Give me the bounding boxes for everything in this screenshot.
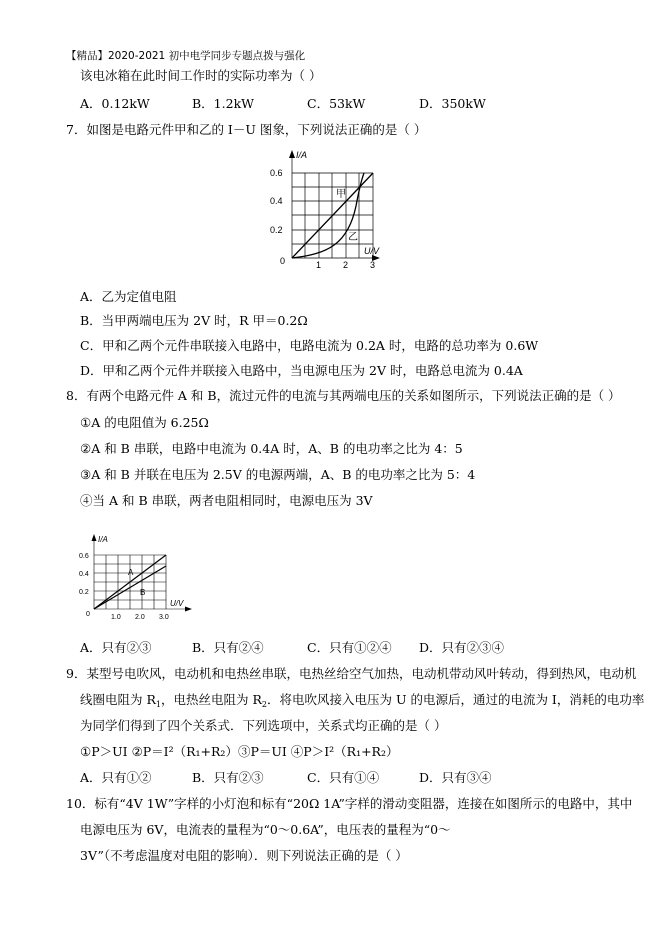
q9-stem-line-3: 为同学们得到了四个关系式．下列选项中，关系式均正确的是（ ） (80, 718, 447, 733)
q9-stem-line-1: 9．某型号电吹风，电动机和电热丝串联，电热丝给空气加热，电动机带动风叶转动，得到热风，电动机 (66, 666, 637, 681)
q7-option-c: C．甲和乙两个元件串联接入电路中，电路电流为 0.2A 时，电路的总功率为 0.6W (80, 338, 539, 353)
q8-option-b: B．只有②④ (192, 640, 264, 655)
q7-iu-graph (268, 146, 388, 270)
q8-option-c: C．只有①②④ (307, 640, 392, 655)
q7-option-d: D．甲和乙两个元件并联接入电路中，当电源电压为 2V 时，电路总电流为 0.4A (80, 363, 523, 378)
q9-line2-part-a: 线圈电阻为 R (80, 692, 156, 707)
q6-option-a: A．0.12kW (80, 96, 150, 111)
q9-option-d: D．只有③④ (419, 770, 492, 785)
q7-curve-yi (292, 173, 364, 258)
q8-statement-4: ④当 A 和 B 串联，两者电阻相同时，电源电压为 3V (80, 493, 373, 508)
q7-y-tick-02: 0.2 (270, 225, 283, 235)
q6-option-b: B．1.2kW (192, 96, 254, 111)
q9-line2-part-b: ，电热丝电阻为 R (160, 692, 262, 707)
q6-option-d: D．350kW (419, 96, 486, 111)
q8-statement-3: ③A 和 B 并联在电压为 2.5V 的电源两端，A、B 的电功率之比为 5：4 (80, 467, 476, 482)
q8-y-axis-label: I/A (98, 535, 108, 544)
q8-origin: 0 (86, 611, 90, 618)
q7-y-axis-label: I/A (296, 150, 308, 160)
q8-y-tick-04: 0.4 (79, 571, 89, 578)
q7-stem: 7．如图是电路元件甲和乙的 I－U 图象，下列说法正确的是（ ） (66, 122, 427, 137)
q7-origin: 0 (280, 256, 286, 266)
q9-stem-line-2 (80, 692, 644, 710)
q8-x-tick-1: 1.0 (111, 614, 121, 621)
q10-stem-line-2: 电源电压为 6V，电流表的量程为“0～0.6A”，电压表的量程为“0～ (80, 822, 451, 837)
page-header: 【精品】2020-2021 初中电学同步专题点拨与强化 (66, 50, 306, 62)
q9-line2-part-c: ．将电吹风接入电压为 U 的电源后，通过的电流为 I，消耗的电功率 (266, 692, 645, 707)
q9-r2-subscript: 2 (261, 700, 267, 709)
q9-option-b: B．只有②③ (192, 770, 264, 785)
q6-stem-tail: 该电冰箱在此时间工作时的实际功率为（ ） (80, 68, 322, 83)
q8-stem: 8．有两个电路元件 A 和 B，流过元件的电流与其两端电压的关系如图所示，下列说法正确的是（ ） (66, 388, 621, 403)
q8-option-d: D．只有②③④ (419, 640, 505, 655)
q8-y-tick-02: 0.2 (79, 589, 89, 596)
q7-y-tick-06: 0.6 (270, 168, 283, 178)
q8-iu-graph (76, 533, 200, 625)
q8-x-axis-label: U/V (170, 599, 184, 608)
q6-option-c: C．53kW (307, 96, 366, 111)
q7-label-jia: 甲 (336, 189, 346, 200)
q9-option-c: C．只有①④ (307, 770, 380, 785)
q8-x-tick-2: 2.0 (135, 614, 145, 621)
q7-option-b: B．当甲两端电压为 2V 时，R 甲＝0.2Ω (80, 313, 308, 328)
q8-x-tick-3: 3.0 (159, 614, 169, 621)
q8-option-a: A．只有②③ (80, 640, 152, 655)
q8-statement-1: ①A 的电阻值为 6.25Ω (80, 415, 209, 430)
q7-option-a: A．乙为定值电阻 (80, 289, 177, 304)
q7-x-tick-3: 3 (370, 260, 376, 270)
q9-r1-subscript: 1 (155, 700, 161, 709)
q10-stem-line-1: 10．标有“4V 1W”字样的小灯泡和标有“20Ω 1A”字样的滑动变阻器，连接在如图所示的电路中，其中 (66, 796, 633, 811)
q7-x-tick-2: 2 (343, 260, 349, 270)
q8-y-tick-06: 0.6 (79, 553, 89, 560)
q9-relations: ①P＞UI ②P＝I²（R₁+R₂）③P＝UI ④P＞I²（R₁+R₂） (80, 744, 399, 759)
q9-option-a: A．只有①② (80, 770, 152, 785)
q7-y-tick-04: 0.4 (270, 196, 283, 206)
q7-grid (292, 156, 374, 258)
q10-stem-line-3: 3V”（不考虑温度对电阻的影响）．则下列说法正确的是（ ） (80, 848, 408, 863)
q8-statement-2: ②A 和 B 串联，电路中电流为 0.4A 时，A、B 的电功率之比为 4：5 (80, 441, 463, 456)
q7-label-yi: 乙 (348, 232, 358, 243)
q7-x-tick-1: 1 (316, 260, 322, 270)
q8-label-b: B (140, 588, 146, 597)
q8-label-a: A (128, 568, 134, 577)
q7-x-axis-label: U/V (364, 246, 380, 256)
